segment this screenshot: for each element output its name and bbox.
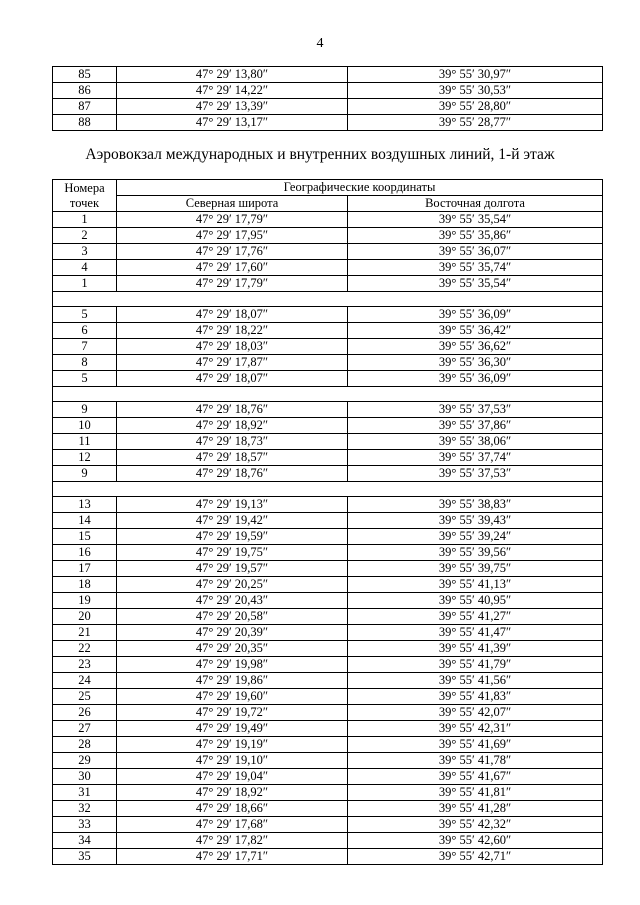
table-row [53, 212, 603, 228]
table-row [53, 323, 603, 339]
point-number-cell: 29 [53, 753, 117, 769]
latitude-cell: 47° 29′ 18,92″ [117, 785, 348, 801]
longitude-cell: 39° 55′ 42,32″ [348, 817, 603, 833]
point-number-cell: 18 [53, 577, 117, 593]
longitude-cell: 39° 55′ 36,42″ [348, 323, 603, 339]
latitude-cell: 47° 29′ 19,13″ [117, 497, 348, 513]
point-number-cell: 17 [53, 561, 117, 577]
latitude-cell: 47° 29′ 13,17″ [117, 115, 348, 131]
point-number-cell: 19 [53, 593, 117, 609]
point-number-cell: 88 [53, 115, 117, 131]
point-number-cell: 30 [53, 769, 117, 785]
point-number-cell: 6 [53, 323, 117, 339]
point-number-cell: 86 [53, 83, 117, 99]
point-number-cell: 4 [53, 260, 117, 276]
table-row [53, 355, 603, 371]
table-row [53, 450, 603, 466]
longitude-cell: 39° 55′ 35,86″ [348, 228, 603, 244]
latitude-cell: 47° 29′ 19,72″ [117, 705, 348, 721]
table-row [53, 689, 603, 705]
latitude-cell: 47° 29′ 17,76″ [117, 244, 348, 260]
table-row [53, 785, 603, 801]
latitude-cell: 47° 29′ 20,58″ [117, 609, 348, 625]
table-row [53, 434, 603, 450]
point-number-cell: 25 [53, 689, 117, 705]
table-row [53, 99, 603, 115]
separator-cell [53, 387, 603, 402]
latitude-cell: 47° 29′ 18,07″ [117, 307, 348, 323]
header-row-1 [53, 180, 603, 196]
longitude-cell: 39° 55′ 42,60″ [348, 833, 603, 849]
longitude-cell: 39° 55′ 41,81″ [348, 785, 603, 801]
point-number-cell: 27 [53, 721, 117, 737]
latitude-cell: 47° 29′ 19,75″ [117, 545, 348, 561]
table-row [53, 418, 603, 434]
table-row [53, 228, 603, 244]
longitude-cell: 39° 55′ 35,74″ [348, 260, 603, 276]
latitude-cell: 47° 29′ 18,73″ [117, 434, 348, 450]
point-number-cell: 32 [53, 801, 117, 817]
table-row [53, 339, 603, 355]
point-number-cell: 20 [53, 609, 117, 625]
table-row [53, 545, 603, 561]
latitude-cell: 47° 29′ 13,39″ [117, 99, 348, 115]
point-number-cell: 23 [53, 657, 117, 673]
point-number-cell: 9 [53, 402, 117, 418]
latitude-cell: 47° 29′ 19,57″ [117, 561, 348, 577]
latitude-cell: 47° 29′ 17,68″ [117, 817, 348, 833]
longitude-cell: 39° 55′ 37,74″ [348, 450, 603, 466]
table-row [53, 115, 603, 131]
longitude-cell: 39° 55′ 41,27″ [348, 609, 603, 625]
longitude-cell: 39° 55′ 41,69″ [348, 737, 603, 753]
latitude-cell: 47° 29′ 19,10″ [117, 753, 348, 769]
point-number-cell: 2 [53, 228, 117, 244]
table-row [53, 641, 603, 657]
point-number-cell: 14 [53, 513, 117, 529]
latitude-cell: 47° 29′ 13,80″ [117, 67, 348, 83]
latitude-cell: 47° 29′ 17,79″ [117, 212, 348, 228]
longitude-cell: 39° 55′ 35,54″ [348, 212, 603, 228]
point-number-cell: 5 [53, 307, 117, 323]
latitude-cell: 47° 29′ 18,66″ [117, 801, 348, 817]
table-row [53, 593, 603, 609]
table-row [53, 705, 603, 721]
latitude-cell: 47° 29′ 20,43″ [117, 593, 348, 609]
table-row [53, 817, 603, 833]
point-number-cell: 8 [53, 355, 117, 371]
point-number-cell: 1 [53, 212, 117, 228]
point-number-cell: 22 [53, 641, 117, 657]
table-row [53, 466, 603, 482]
separator-cell [53, 292, 603, 307]
point-number-cell: 3 [53, 244, 117, 260]
table-row [53, 673, 603, 689]
group-separator-row [53, 387, 603, 402]
latitude-cell: 47° 29′ 19,59″ [117, 529, 348, 545]
table-row [53, 244, 603, 260]
point-number-cell: 28 [53, 737, 117, 753]
latitude-cell: 47° 29′ 18,92″ [117, 418, 348, 434]
latitude-cell: 47° 29′ 18,07″ [117, 371, 348, 387]
group-separator-row [53, 482, 603, 497]
point-number-cell: 5 [53, 371, 117, 387]
latitude-cell: 47° 29′ 19,86″ [117, 673, 348, 689]
longitude-cell: 39° 55′ 41,78″ [348, 753, 603, 769]
longitude-cell: 39° 55′ 36,62″ [348, 339, 603, 355]
table-row [53, 513, 603, 529]
longitude-cell: 39° 55′ 36,09″ [348, 307, 603, 323]
table-row [53, 625, 603, 641]
longitude-cell: 39° 55′ 41,47″ [348, 625, 603, 641]
point-number-cell: 87 [53, 99, 117, 115]
longitude-cell: 39° 55′ 30,53″ [348, 83, 603, 99]
header-points-line2: точек [69, 195, 100, 210]
latitude-cell: 47° 29′ 18,76″ [117, 402, 348, 418]
table-row [53, 849, 603, 865]
header-point-numbers [53, 180, 117, 212]
longitude-cell: 39° 55′ 39,43″ [348, 513, 603, 529]
longitude-cell: 39° 55′ 28,80″ [348, 99, 603, 115]
latitude-cell: 47° 29′ 18,57″ [117, 450, 348, 466]
latitude-cell: 47° 29′ 17,82″ [117, 833, 348, 849]
point-number-cell: 24 [53, 673, 117, 689]
table-row [53, 497, 603, 513]
table-row [53, 276, 603, 292]
longitude-cell: 39° 55′ 41,39″ [348, 641, 603, 657]
top-coordinates-table [52, 66, 603, 131]
point-number-cell: 11 [53, 434, 117, 450]
header-geo-coordinates: Географические координаты [117, 180, 603, 196]
longitude-cell: 39° 55′ 41,79″ [348, 657, 603, 673]
longitude-cell: 39° 55′ 42,07″ [348, 705, 603, 721]
point-number-cell: 33 [53, 817, 117, 833]
latitude-cell: 47° 29′ 17,71″ [117, 849, 348, 865]
terminal-coordinates-table [52, 179, 603, 865]
point-number-cell: 16 [53, 545, 117, 561]
latitude-cell: 47° 29′ 18,22″ [117, 323, 348, 339]
latitude-cell: 47° 29′ 20,35″ [117, 641, 348, 657]
latitude-cell: 47° 29′ 20,39″ [117, 625, 348, 641]
longitude-cell: 39° 55′ 37,53″ [348, 402, 603, 418]
separator-cell [53, 482, 603, 497]
point-number-cell: 26 [53, 705, 117, 721]
point-number-cell: 1 [53, 276, 117, 292]
longitude-cell: 39° 55′ 39,56″ [348, 545, 603, 561]
point-number-cell: 13 [53, 497, 117, 513]
point-number-cell: 10 [53, 418, 117, 434]
longitude-cell: 39° 55′ 36,30″ [348, 355, 603, 371]
point-number-cell: 34 [53, 833, 117, 849]
table-row [53, 67, 603, 83]
longitude-cell: 39° 55′ 41,56″ [348, 673, 603, 689]
header-latitude: Северная широта [117, 196, 348, 212]
point-number-cell: 15 [53, 529, 117, 545]
longitude-cell: 39° 55′ 38,06″ [348, 434, 603, 450]
latitude-cell: 47° 29′ 14,22″ [117, 83, 348, 99]
point-number-cell: 31 [53, 785, 117, 801]
latitude-cell: 47° 29′ 17,79″ [117, 276, 348, 292]
longitude-cell: 39° 55′ 28,77″ [348, 115, 603, 131]
latitude-cell: 47° 29′ 19,42″ [117, 513, 348, 529]
table-row [53, 371, 603, 387]
point-number-cell: 21 [53, 625, 117, 641]
longitude-cell: 39° 55′ 41,13″ [348, 577, 603, 593]
point-number-cell: 12 [53, 450, 117, 466]
point-number-cell: 7 [53, 339, 117, 355]
longitude-cell: 39° 55′ 36,09″ [348, 371, 603, 387]
point-number-cell: 35 [53, 849, 117, 865]
header-row-2 [53, 196, 603, 212]
latitude-cell: 47° 29′ 17,95″ [117, 228, 348, 244]
point-number-cell: 9 [53, 466, 117, 482]
latitude-cell: 47° 29′ 17,87″ [117, 355, 348, 371]
latitude-cell: 47° 29′ 19,60″ [117, 689, 348, 705]
latitude-cell: 47° 29′ 19,49″ [117, 721, 348, 737]
latitude-cell: 47° 29′ 18,03″ [117, 339, 348, 355]
longitude-cell: 39° 55′ 37,86″ [348, 418, 603, 434]
table-row [53, 737, 603, 753]
table-row [53, 307, 603, 323]
longitude-cell: 39° 55′ 30,97″ [348, 67, 603, 83]
table-row [53, 801, 603, 817]
table-row [53, 657, 603, 673]
longitude-cell: 39° 55′ 37,53″ [348, 466, 603, 482]
group-separator-row [53, 292, 603, 307]
longitude-cell: 39° 55′ 41,67″ [348, 769, 603, 785]
latitude-cell: 47° 29′ 20,25″ [117, 577, 348, 593]
header-longitude: Восточная долгота [348, 196, 603, 212]
latitude-cell: 47° 29′ 18,76″ [117, 466, 348, 482]
longitude-cell: 39° 55′ 41,28″ [348, 801, 603, 817]
page-number: 4 [316, 36, 324, 51]
table-row [53, 721, 603, 737]
table-row [53, 402, 603, 418]
latitude-cell: 47° 29′ 19,04″ [117, 769, 348, 785]
longitude-cell: 39° 55′ 39,24″ [348, 529, 603, 545]
table-header [53, 180, 603, 212]
table-row [53, 577, 603, 593]
point-number-cell: 85 [53, 67, 117, 83]
table-row [53, 83, 603, 99]
longitude-cell: 39° 55′ 42,31″ [348, 721, 603, 737]
longitude-cell: 39° 55′ 42,71″ [348, 849, 603, 865]
longitude-cell: 39° 55′ 39,75″ [348, 561, 603, 577]
table-row [53, 260, 603, 276]
latitude-cell: 47° 29′ 19,19″ [117, 737, 348, 753]
table-row [53, 753, 603, 769]
section-title: Аэровокзал международных и внутренних воздушных линий, 1-й этаж [85, 146, 555, 163]
header-points-line1: Номера [64, 180, 105, 195]
longitude-cell: 39° 55′ 36,07″ [348, 244, 603, 260]
table-row [53, 769, 603, 785]
table-row [53, 609, 603, 625]
main-table-body [53, 212, 603, 865]
latitude-cell: 47° 29′ 19,98″ [117, 657, 348, 673]
latitude-cell: 47° 29′ 17,60″ [117, 260, 348, 276]
longitude-cell: 39° 55′ 40,95″ [348, 593, 603, 609]
table-row [53, 529, 603, 545]
table-row [53, 561, 603, 577]
top-table-body [53, 67, 603, 131]
longitude-cell: 39° 55′ 41,83″ [348, 689, 603, 705]
longitude-cell: 39° 55′ 38,83″ [348, 497, 603, 513]
table-row [53, 833, 603, 849]
longitude-cell: 39° 55′ 35,54″ [348, 276, 603, 292]
